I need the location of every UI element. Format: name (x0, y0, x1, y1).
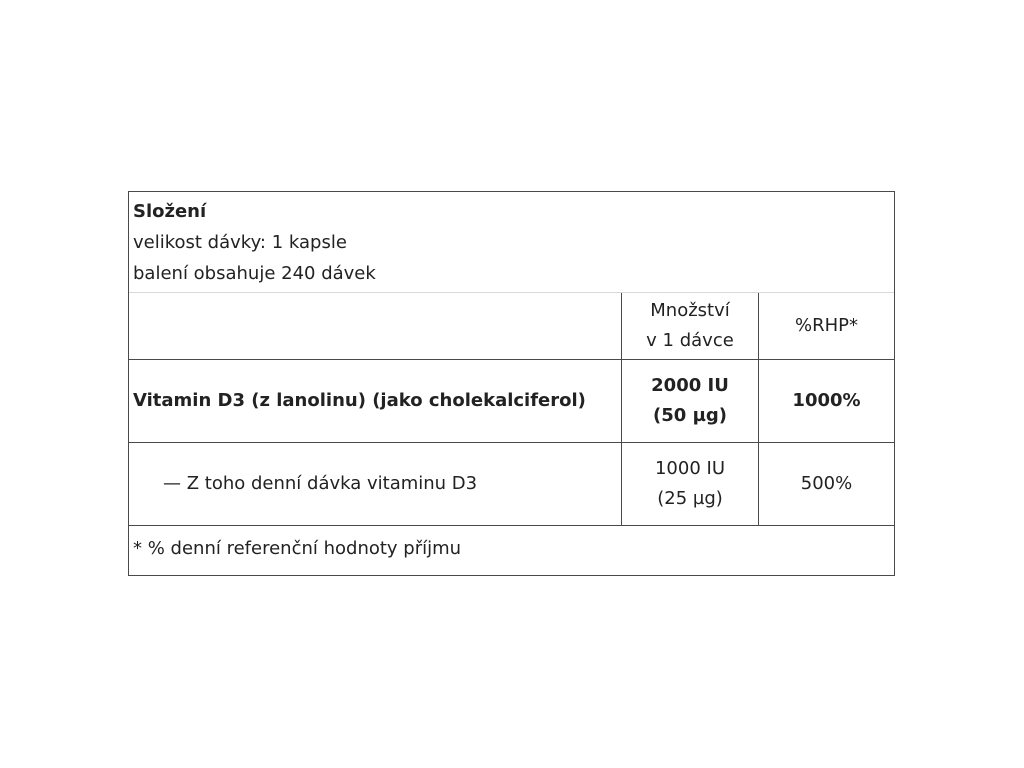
nutrition-table (128, 191, 895, 576)
column-header-rhp-label: %RHP* (795, 315, 858, 336)
rhp-value: 1000% (792, 390, 861, 411)
servings-per-pack: balení obsahuje 240 dávek (133, 263, 376, 284)
table-row-rhp (759, 443, 894, 525)
composition-title: Složení (133, 201, 207, 222)
table-row-rhp (759, 360, 894, 442)
table-row-name (129, 360, 621, 442)
column-header-amount (622, 293, 758, 359)
row-divider-3 (129, 525, 894, 526)
ingredient-name: Vitamin D3 (z lanolinu) (jako cholekalciferol) (133, 390, 586, 411)
serving-size: velikost dávky: 1 kapsle (133, 232, 347, 253)
ingredient-name: — Z toho denní dávka vitaminu D3 (163, 473, 478, 494)
rhp-value: 500% (800, 473, 853, 494)
table-row-amount (622, 360, 758, 442)
amount-value: 2000 IU (651, 375, 729, 396)
table-row-name (129, 443, 621, 525)
amount-value-metric: (25 µg) (657, 488, 723, 509)
column-header-amount-line2: v 1 dávce (646, 330, 734, 351)
amount-value: 1000 IU (654, 458, 725, 479)
column-header-rhp (759, 293, 894, 359)
column-header-amount-line1: Množství (650, 300, 730, 321)
footnote: * % denní referenční hodnoty příjmu (133, 538, 462, 559)
table-row-amount (622, 443, 758, 525)
composition-header (129, 192, 894, 293)
amount-value-metric: (50 µg) (653, 405, 727, 426)
